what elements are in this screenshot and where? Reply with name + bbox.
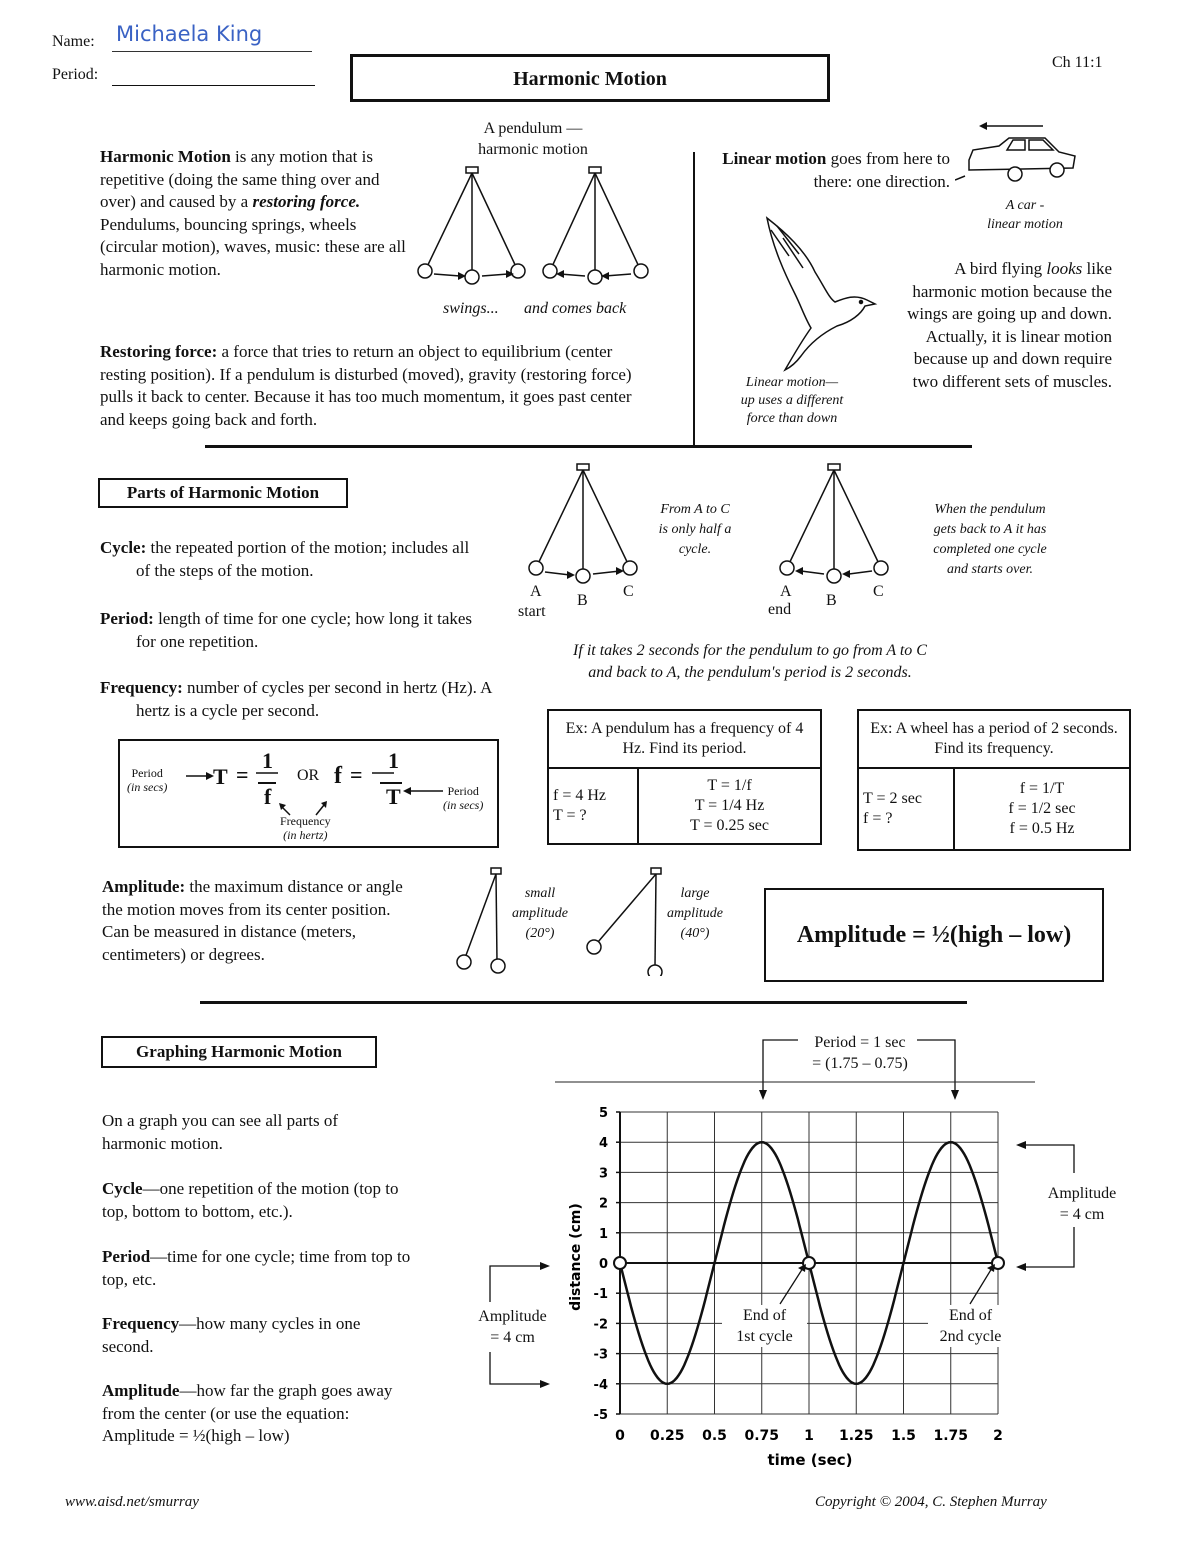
x-tick-label: 1 [804, 1428, 814, 1444]
bird-explanation [890, 258, 1112, 393]
freq-text: number of cycles per second in hertz (Hz). A hertz is a cycle per second. [136, 678, 492, 720]
example-pendulum-given-1: f = 4 Hz [553, 787, 607, 804]
example-wheel-sol-1: f = 1/T [1019, 780, 1065, 797]
formula-T-right: T [386, 784, 401, 809]
label-b-start: B [577, 592, 588, 609]
name-value[interactable]: Michaela King [116, 22, 263, 46]
end-second-line1: End of [948, 1307, 993, 1324]
x-tick-label: 0 [615, 1428, 625, 1444]
restoring-force-definition [100, 341, 660, 431]
graph-term-cycle: Cycle [102, 1179, 143, 1198]
large-amplitude-label [655, 884, 735, 944]
formula-period-right-line2: (in secs) [443, 798, 484, 812]
y-tick-label: -1 [593, 1287, 608, 1303]
end-first-line2: 1st cycle [736, 1328, 793, 1345]
formula-or: OR [297, 767, 320, 784]
term-frequency: Frequency: [100, 678, 183, 697]
hm-text-1: is any motion that is repetitive (doing the same thing over and over) and caused by a [100, 147, 380, 211]
graph-x-label: time (sec) [767, 1451, 853, 1469]
graph-term-amplitude: Amplitude [102, 1381, 180, 1400]
bird-caption [717, 374, 867, 428]
example-pendulum-sol-3: T = 0.25 sec [690, 817, 769, 834]
y-tick-label: -3 [593, 1347, 608, 1363]
small-amplitude-line1: small [524, 886, 556, 901]
formula-one-left: 1 [262, 748, 273, 773]
name-line [112, 51, 312, 52]
period-annotation-line2: = (1.75 – 0.75) [812, 1055, 908, 1072]
y-tick-label: -2 [593, 1317, 608, 1333]
period-annotation-line1: Period = 1 sec [814, 1034, 906, 1051]
footer-url[interactable]: www.aisd.net/smurray [65, 1494, 199, 1510]
end-second-line2: 2nd cycle [939, 1328, 1002, 1345]
note-full-cycle [905, 500, 1075, 580]
term-linear-motion: Linear motion [722, 149, 827, 168]
x-tick-label: 0.75 [744, 1428, 780, 1444]
note-half-cycle [640, 500, 750, 560]
harmonic-motion-definition [100, 146, 415, 281]
term-harmonic-motion: Harmonic Motion [100, 147, 231, 166]
example-pendulum-sol-1: T = 1/f [707, 777, 752, 794]
amplitude-left-annotation [465, 1306, 560, 1348]
label-c-start: C [623, 583, 634, 600]
formula-f-left: f [264, 784, 272, 809]
example-wheel-title: Ex: A wheel has a period of 2 seconds. Find its frequency. [858, 710, 1130, 768]
y-tick-label: -4 [593, 1377, 608, 1393]
graphing-frequency [102, 1313, 412, 1358]
example-wheel-table [857, 709, 1131, 851]
pendulum-caption-line2: harmonic motion [478, 141, 588, 158]
cycle-text: the repeated portion of the motion; includes all of the steps of the motion. [136, 538, 470, 580]
cycle-definition [100, 537, 481, 582]
term-cycle: Cycle: [100, 538, 147, 557]
formula-period-left-line2: (in secs) [127, 780, 168, 794]
period-example-line2: and back to A, the pendulum's period is 2 seconds. [588, 664, 912, 681]
vertical-divider [693, 152, 695, 448]
amplitude-formula-box [764, 888, 1104, 982]
formula-fraction-bars [118, 739, 499, 848]
graphing-amplitude [102, 1380, 412, 1448]
y-tick-label: 0 [598, 1257, 608, 1272]
comes-back-caption: and comes back [524, 300, 627, 317]
bird-caption-line2: up uses a different [740, 393, 844, 408]
amplitude-right-annotation [1032, 1183, 1132, 1225]
example-pendulum-given-2: T = ? [553, 807, 587, 824]
note-full-cycle-line4: and starts over. [947, 562, 1033, 577]
formula-f-right: f [334, 763, 342, 789]
bird-text-looks: looks [1046, 259, 1083, 278]
term-amplitude: Amplitude: [102, 877, 186, 896]
graph-term-frequency: Frequency [102, 1314, 180, 1333]
end-first-cycle [722, 1305, 807, 1347]
example-wheel-solution [954, 768, 1130, 850]
end-first-line1: End of [742, 1307, 787, 1324]
amplitude-left-line2: = 4 cm [490, 1329, 535, 1346]
note-half-cycle-line1: From A to C [660, 502, 730, 517]
period-text: length of time for one cycle; how long it takes for one repetition. [136, 609, 473, 651]
period-annotation [790, 1032, 930, 1074]
x-tick-label: 0.5 [702, 1428, 727, 1444]
large-amplitude-line1: large [680, 886, 710, 901]
large-amplitude-line3: (40°) [680, 926, 710, 941]
swings-caption: swings... [443, 300, 499, 317]
frequency-definition [100, 677, 501, 722]
lm-text: goes from here to there: one direction. [813, 149, 950, 191]
bird-caption-line3: force than down [746, 411, 838, 426]
car-caption-line2: linear motion [987, 217, 1063, 232]
pendulum-caption [448, 118, 618, 160]
example-pendulum-title: Ex: A pendulum has a frequency of 4 Hz. Find its period. [548, 710, 821, 768]
section-divider-2 [200, 1001, 967, 1004]
formula-eq-left: = [236, 762, 249, 787]
end-second-cycle [928, 1305, 1013, 1347]
formula-period-right-line1: Period [447, 784, 479, 798]
graph-term-period: Period [102, 1247, 151, 1266]
end-cycle-arrows [770, 1260, 1010, 1310]
small-amplitude-line3: (20°) [525, 926, 555, 941]
graphing-intro: On a graph you can see all parts of harmonic motion. [102, 1111, 339, 1153]
bird-text-2: like harmonic motion because the wings are going up and down. Actually, it is linear motion because up and down require two different sets of muscles. [907, 259, 1112, 391]
example-wheel-sol-2: f = 1/2 sec [1008, 800, 1076, 817]
large-amplitude-line2: amplitude [667, 906, 723, 921]
y-tick-label: 4 [598, 1136, 608, 1152]
pendulum-swing-diagram [410, 165, 660, 295]
example-pendulum-table [547, 709, 822, 845]
graph-y-label: distance (cm) [568, 1203, 584, 1311]
pendulum-half-cycle-diagram [520, 462, 645, 587]
period-example-note [520, 640, 980, 684]
name-label: Name: [52, 33, 95, 50]
x-tick-label: 1.25 [838, 1428, 874, 1444]
note-half-cycle-line2: is only half a [658, 522, 732, 537]
formula-one-right: 1 [388, 748, 399, 773]
graphing-heading: Graphing Harmonic Motion [101, 1036, 377, 1068]
y-tick-label: 3 [598, 1166, 608, 1182]
note-full-cycle-line3: completed one cycle [933, 542, 1047, 557]
formula-frequency-line1: Frequency [280, 814, 331, 828]
period-definition [100, 608, 481, 653]
amplitude-left-line1: Amplitude [478, 1308, 547, 1325]
example-pendulum-solution [638, 768, 821, 844]
car-icon [955, 118, 1085, 190]
example-wheel-given-1: T = 2 sec [863, 790, 922, 807]
note-full-cycle-line1: When the pendulum [934, 502, 1046, 517]
formula-eq-right: = [350, 762, 363, 787]
bird-icon [755, 210, 880, 375]
label-c-end: C [873, 583, 884, 600]
bird-text-1: A bird flying [954, 259, 1047, 278]
note-full-cycle-line2: gets back to A it has [933, 522, 1047, 537]
example-wheel-sol-3: f = 0.5 Hz [1009, 820, 1075, 837]
term-restoring-force-inline: restoring force. [252, 192, 361, 211]
rf-text: a force that tries to return an object to equilibrium (center resting position). If a pendulum is disturbed (moved), gravity (restoring force) pulls it back to center. Because it has too much momentum, it goes past center and keeps going back and forth. [100, 342, 632, 429]
y-tick-label: 5 [598, 1106, 608, 1121]
label-a-end: A [780, 583, 792, 600]
graph-cycle-text: —one repetition of the motion (top to top, bottom to bottom, etc.). [102, 1179, 399, 1221]
amplitude-formula: Amplitude = ½(high – low) [796, 921, 1072, 948]
y-tick-label: -5 [593, 1408, 608, 1423]
note-half-cycle-line3: cycle. [678, 542, 712, 557]
amplitude-right-line2: = 4 cm [1059, 1206, 1105, 1223]
graph-period-text: —time for one cycle; time from top to top, etc. [102, 1247, 411, 1289]
graph-amp-text: —how far the graph goes away from the center (or use the equation: Amplitude = ½(high – low) [102, 1381, 393, 1445]
period-label: Period: [52, 66, 99, 83]
amp-text: the maximum distance or angle the motion moves from its center position. Can be measured in distance (meters, centimeters) or degrees. [102, 877, 403, 964]
footer-copyright: Copyright © 2004, C. Stephen Murray [815, 1494, 1047, 1510]
example-pendulum-sol-2: T = 1/4 Hz [694, 797, 765, 814]
small-amplitude-label [500, 884, 580, 944]
x-tick-label: 1.75 [933, 1428, 969, 1444]
term-period: Period: [100, 609, 154, 628]
formula-frequency-line2: (in hertz) [283, 828, 328, 842]
graph-freq-text: —how many cycles in one second. [102, 1314, 361, 1356]
label-end: end [768, 601, 792, 618]
y-tick-label: 1 [598, 1226, 608, 1242]
graphing-period [102, 1246, 412, 1291]
linear-motion-definition [718, 148, 950, 193]
hm-text-2: Pendulums, bouncing springs, wheels (circular motion), waves, music: these are all harmonic motion. [100, 214, 406, 279]
cycle-point-marker [614, 1257, 626, 1269]
example-wheel-given [858, 768, 954, 850]
example-pendulum-given [548, 768, 638, 844]
amplitude-right-line1: Amplitude [1047, 1185, 1117, 1202]
bird-caption-line1: Linear motion— [745, 375, 839, 390]
period-example-line1: If it takes 2 seconds for the pendulum to go from A to C [573, 642, 927, 659]
parts-heading: Parts of Harmonic Motion [98, 478, 348, 508]
section-divider-1 [205, 445, 972, 448]
graphing-cycle [102, 1178, 402, 1223]
label-a-start: A [530, 583, 542, 600]
x-tick-label: 1.5 [891, 1428, 916, 1444]
car-caption-line1: A car - [1005, 198, 1045, 213]
page-title: Harmonic Motion [513, 68, 667, 90]
pendulum-caption-line1: A pendulum — [483, 120, 583, 137]
example-wheel-given-2: f = ? [863, 810, 893, 827]
label-b-end: B [826, 592, 837, 609]
period-line[interactable] [112, 85, 315, 86]
small-amplitude-line2: amplitude [512, 906, 568, 921]
chapter-label: Ch 11:1 [1052, 54, 1103, 71]
label-start: start [518, 603, 546, 620]
pendulum-full-cycle-diagram [773, 462, 898, 587]
title-box [350, 54, 830, 102]
y-tick-label: 2 [598, 1196, 608, 1212]
formula-T-left: T [213, 764, 228, 789]
formula-period-left-line1: Period [131, 766, 163, 780]
amplitude-definition [102, 876, 422, 966]
x-tick-label: 0.25 [649, 1428, 685, 1444]
term-restoring-force: Restoring force: [100, 342, 218, 361]
car-caption [965, 196, 1085, 234]
x-tick-label: 2 [993, 1428, 1003, 1444]
